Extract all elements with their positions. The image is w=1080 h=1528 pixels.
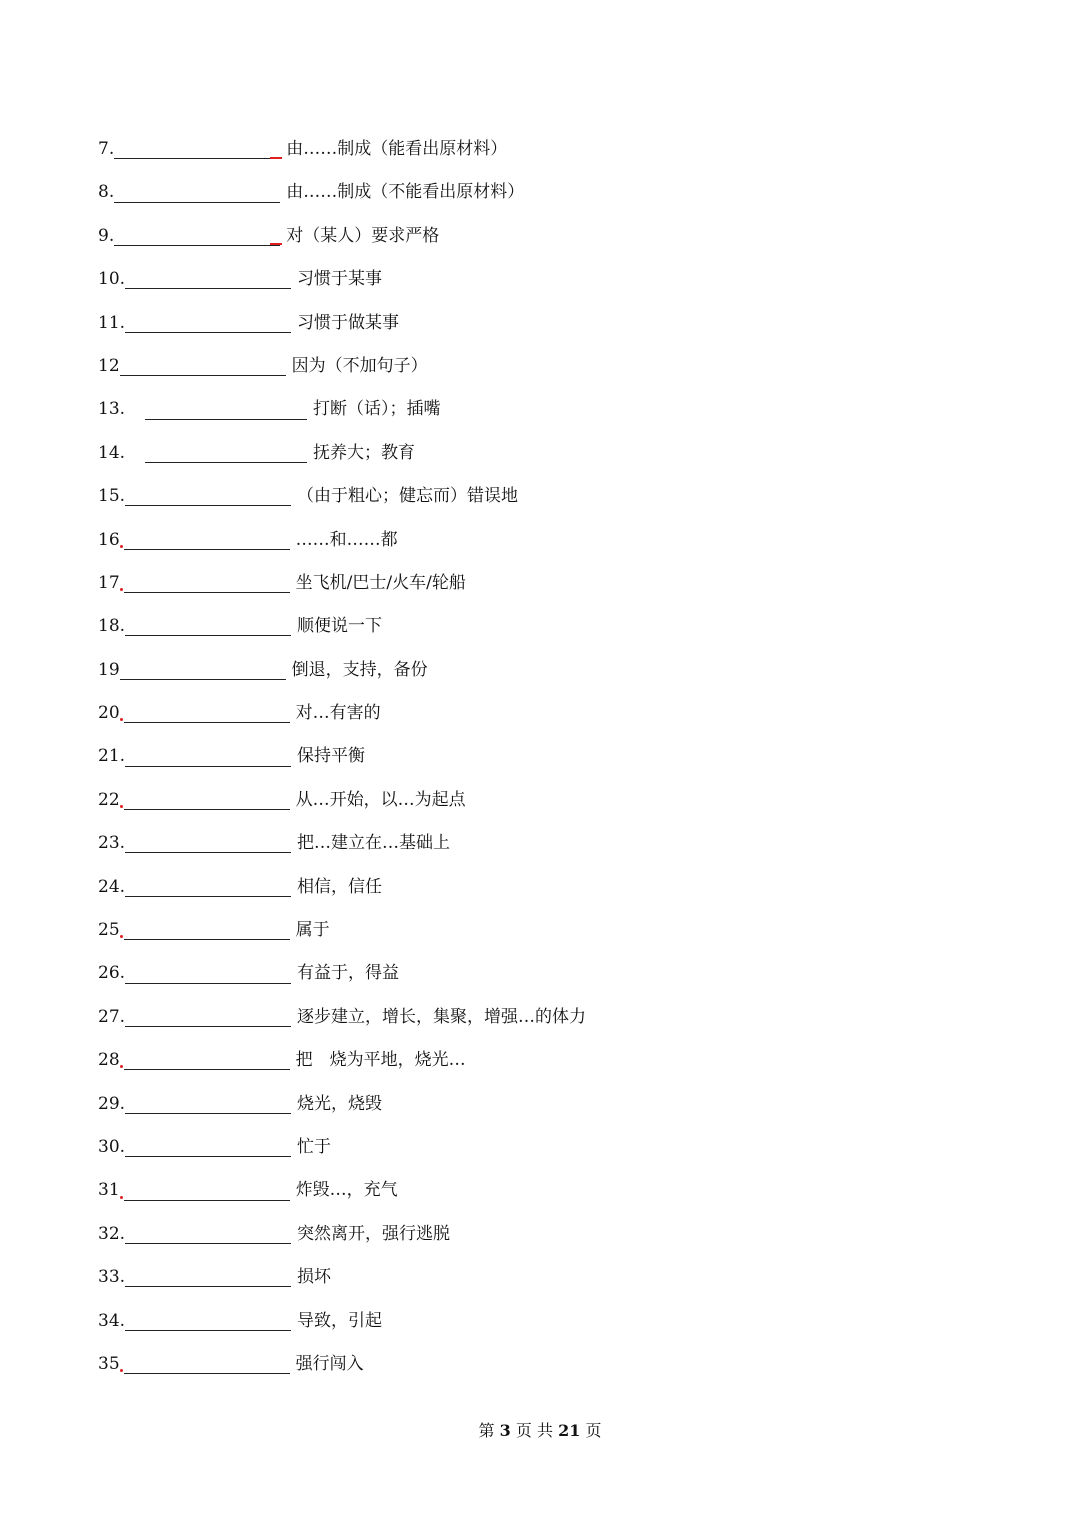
answer-blank[interactable] xyxy=(124,1049,290,1070)
item-number: 20 xyxy=(98,703,120,724)
footer-total-pages: 21 xyxy=(558,1421,581,1440)
item-number: 10. xyxy=(98,269,126,290)
answer-blank[interactable] xyxy=(125,1093,291,1114)
item-meaning: 导致，引起 xyxy=(297,1310,383,1331)
item-number: 17 xyxy=(98,572,120,593)
answer-blank[interactable] xyxy=(125,1310,291,1331)
answer-blank[interactable] xyxy=(125,312,291,333)
exercise-item xyxy=(98,1213,998,1256)
item-number: 8. xyxy=(98,182,115,203)
exercise-item xyxy=(98,1300,998,1343)
answer-blank[interactable] xyxy=(125,1006,291,1027)
item-number: 14. xyxy=(98,442,126,463)
answer-blank[interactable] xyxy=(125,963,291,984)
exercise-item xyxy=(98,1169,998,1212)
item-meaning: 对…有害的 xyxy=(295,703,381,724)
item-meaning: 损坏 xyxy=(297,1267,332,1288)
exercise-item xyxy=(98,388,998,431)
answer-blank[interactable] xyxy=(145,442,307,463)
answer-blank[interactable] xyxy=(125,746,291,767)
item-meaning: 由……制成（能看出原材料） xyxy=(286,139,508,159)
item-number: 33. xyxy=(98,1267,126,1288)
item-meaning: 倒退，支持，备份 xyxy=(291,659,428,680)
answer-blank[interactable] xyxy=(125,1266,291,1287)
exercise-item xyxy=(98,822,998,865)
item-meaning: 突然离开，强行逃脱 xyxy=(297,1223,451,1244)
exercise-item xyxy=(98,128,998,171)
exercise-item xyxy=(98,952,998,995)
item-meaning: 忙于 xyxy=(297,1136,332,1157)
spellcheck-mark xyxy=(120,1369,123,1372)
exercise-item xyxy=(98,1083,998,1126)
exercise-item xyxy=(98,605,998,648)
item-number: 28 xyxy=(98,1050,120,1071)
spellcheck-mark xyxy=(270,243,282,245)
answer-blank[interactable] xyxy=(125,832,291,853)
answer-blank[interactable] xyxy=(114,182,280,203)
exercise-item xyxy=(98,996,998,1039)
item-meaning: 强行闯入 xyxy=(295,1353,364,1374)
item-number: 19 xyxy=(98,659,120,680)
item-number: 12 xyxy=(98,355,120,376)
answer-blank[interactable] xyxy=(124,789,290,810)
item-number: 13. xyxy=(98,399,126,420)
exercise-item xyxy=(98,215,998,258)
item-meaning: 对（某人）要求严格 xyxy=(286,225,440,246)
answer-blank[interactable] xyxy=(125,1223,291,1244)
item-number: 21. xyxy=(98,746,126,767)
spellcheck-mark xyxy=(120,718,123,721)
exercise-item xyxy=(98,1126,998,1169)
item-meaning: 炸毁…，充气 xyxy=(295,1180,398,1201)
answer-blank[interactable] xyxy=(124,572,290,593)
exercise-item xyxy=(98,735,998,778)
item-number: 22 xyxy=(98,789,120,810)
answer-blank[interactable] xyxy=(125,615,291,636)
exercise-item xyxy=(98,909,998,952)
exercise-item xyxy=(98,345,998,388)
answer-blank[interactable] xyxy=(124,529,290,550)
item-meaning: 逐步建立，增长，集聚，增强…的体力 xyxy=(297,1006,587,1027)
item-number: 34. xyxy=(98,1310,126,1331)
spellcheck-mark xyxy=(120,1196,123,1199)
exercise-item xyxy=(98,171,998,214)
spellcheck-mark xyxy=(120,1065,123,1068)
exercise-item xyxy=(98,258,998,301)
item-number: 18. xyxy=(98,616,126,637)
item-number: 16 xyxy=(98,529,120,550)
item-meaning: 打断（话）；插嘴 xyxy=(313,399,441,420)
item-meaning: 由……制成（不能看出原材料） xyxy=(286,182,525,203)
answer-blank[interactable] xyxy=(125,1136,291,1157)
item-meaning: 属于 xyxy=(295,920,330,941)
item-meaning: 相信，信任 xyxy=(297,876,383,897)
item-meaning: 抚养大；教育 xyxy=(313,442,416,463)
answer-blank[interactable] xyxy=(124,1180,290,1201)
footer-prefix: 第 xyxy=(478,1421,495,1440)
item-number: 26. xyxy=(98,963,126,984)
answer-blank[interactable] xyxy=(120,355,286,376)
answer-blank[interactable] xyxy=(124,919,290,940)
exercise-item xyxy=(98,302,998,345)
answer-blank[interactable] xyxy=(125,485,291,506)
exercise-item xyxy=(98,432,998,475)
item-meaning: 保持平衡 xyxy=(297,746,366,767)
item-number: 23. xyxy=(98,833,126,854)
answer-blank[interactable] xyxy=(124,702,290,723)
item-number: 7. xyxy=(98,139,115,159)
item-number: 27. xyxy=(98,1006,126,1027)
answer-blank[interactable] xyxy=(145,399,307,420)
item-meaning: ……和……都 xyxy=(295,529,398,550)
item-number: 29. xyxy=(98,1093,126,1114)
item-meaning: （由于粗心；健忘而）错误地 xyxy=(297,486,519,507)
footer-page-number: 3 xyxy=(499,1421,511,1440)
item-meaning: 把…建立在…基础上 xyxy=(297,833,451,854)
answer-blank[interactable] xyxy=(125,268,291,289)
exercise-item xyxy=(98,692,998,735)
item-meaning: 坐飞机/巴士/火车/轮船 xyxy=(295,572,466,593)
item-meaning: 从…开始，以…为起点 xyxy=(295,789,466,810)
answer-blank[interactable] xyxy=(114,138,280,159)
item-meaning: 因为（不加句子） xyxy=(291,355,428,376)
exercise-list xyxy=(98,128,998,1386)
spellcheck-mark xyxy=(120,935,123,938)
item-meaning: 习惯于某事 xyxy=(297,269,383,290)
exercise-item xyxy=(98,519,998,562)
exercise-item xyxy=(98,562,998,605)
item-number: 11. xyxy=(98,312,126,333)
item-number: 15. xyxy=(98,486,126,507)
item-meaning: 烧光，烧毁 xyxy=(297,1093,383,1114)
item-number: 9. xyxy=(98,225,115,246)
exercise-item xyxy=(98,779,998,822)
page-footer xyxy=(0,1418,1080,1441)
spellcheck-mark xyxy=(120,805,123,808)
answer-blank[interactable] xyxy=(120,659,286,680)
exercise-item xyxy=(98,649,998,692)
spellcheck-mark xyxy=(120,588,123,591)
footer-middle: 页 共 xyxy=(515,1421,553,1440)
answer-blank[interactable] xyxy=(125,876,291,897)
exercise-item xyxy=(98,866,998,909)
spellcheck-mark xyxy=(270,157,282,159)
item-meaning: 顺便说一下 xyxy=(297,616,383,637)
item-number: 24. xyxy=(98,876,126,897)
answer-blank[interactable] xyxy=(114,225,280,246)
item-number: 30. xyxy=(98,1136,126,1157)
exercise-item xyxy=(98,1256,998,1299)
item-meaning: 有益于，得益 xyxy=(297,963,400,984)
item-number: 35 xyxy=(98,1353,120,1374)
item-number: 32. xyxy=(98,1223,126,1244)
spellcheck-mark xyxy=(120,545,123,548)
item-meaning: 把 烧为平地，烧光… xyxy=(295,1050,466,1071)
footer-suffix: 页 xyxy=(585,1421,602,1440)
answer-blank[interactable] xyxy=(124,1353,290,1374)
item-number: 25 xyxy=(98,920,120,941)
exercise-item xyxy=(98,1039,998,1082)
exercise-item xyxy=(98,475,998,518)
item-number: 31 xyxy=(98,1180,120,1201)
exercise-item xyxy=(98,1343,998,1386)
item-meaning: 习惯于做某事 xyxy=(297,312,400,333)
